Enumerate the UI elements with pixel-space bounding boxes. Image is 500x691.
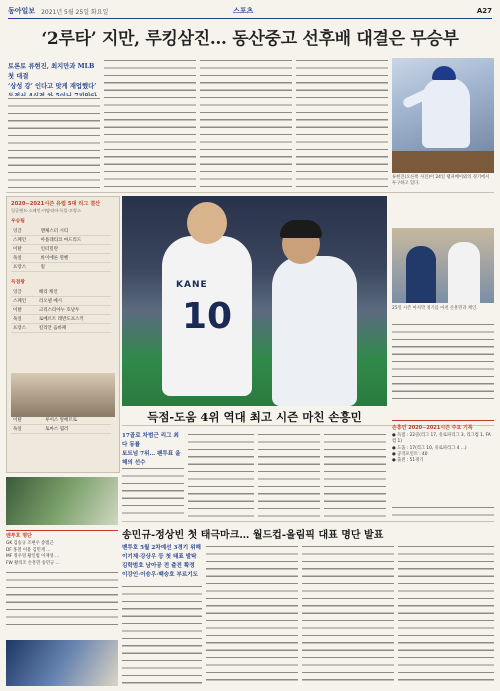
value-cell: 해리 케인: [37, 288, 111, 297]
league-cell: 이탈: [11, 416, 43, 425]
masthead-logo: 동아일보: [8, 7, 36, 15]
table-row: [11, 245, 111, 254]
article-column: [324, 432, 386, 518]
article-column: [258, 432, 320, 518]
value-cell: 킬리안 음바페: [37, 324, 111, 333]
main-photo: [122, 196, 387, 406]
deck-line: 김학범호 남아공 전 출전 확정: [122, 563, 195, 569]
squad-details: [6, 570, 118, 630]
table-row: [11, 324, 111, 333]
record-title: 손흥민 2020∼2021시즌 주요 기록: [392, 425, 473, 431]
player-son: [272, 256, 357, 406]
box-title: 2020∼2021시즌 유럽 5대 리그 결산: [11, 201, 101, 207]
pitcher-photo: [392, 58, 494, 173]
article-column: [122, 584, 202, 686]
side-photo: [392, 228, 494, 303]
jersey-name: KANE: [176, 280, 208, 290]
person-figure: [406, 246, 436, 303]
player-hair: [280, 220, 322, 238]
league-cell: 잉글: [11, 227, 39, 236]
player-cap: [432, 66, 456, 80]
table-row: [11, 254, 111, 263]
stats-table: [11, 288, 111, 333]
article-column: [200, 58, 292, 192]
divider: [122, 521, 494, 522]
value-cell: 아틀레티코 마드리드: [39, 236, 111, 245]
article-column: [398, 544, 494, 686]
player-photo: [6, 640, 118, 686]
league-cell: 독일: [11, 254, 39, 263]
mound-shape: [392, 151, 494, 173]
squad-line: GK 김승규 조현우 송범근: [6, 541, 54, 547]
value-cell: 로베르트 레반도프스키: [37, 315, 111, 324]
olympic-deck: [122, 544, 202, 580]
article-column: [296, 58, 388, 192]
photo-caption: 25일 시즌 마지막 경기를 마친 손흥민과 케인.: [392, 306, 478, 311]
league-cell: 독일: [11, 315, 37, 324]
deck-line: 17골로 차범근 리그 최다 동률: [122, 433, 179, 448]
box-subtitle: 잉글랜드·스페인·이탈리아·독일·프랑스: [11, 208, 82, 213]
masthead: [8, 4, 492, 19]
value-cell: 크리스티아누 호날두: [37, 306, 111, 315]
table-row: [11, 288, 111, 297]
squad-line: MF 정우영 황인범 이재성 ...: [6, 554, 60, 560]
record-line: ● 도움 : 17(리그 10, 유로파리그 4 ...): [392, 445, 467, 451]
value-cell: 리오넬 메시: [37, 297, 111, 306]
son-headline: 득점-도움 4위 역대 최고 시즌 마친 손흥민: [147, 410, 362, 424]
jersey-number: 10: [182, 296, 233, 337]
league-cell: 스페인: [11, 297, 37, 306]
son-record-box: [392, 420, 494, 501]
league-cell: 독일: [11, 425, 43, 434]
league-cell: 이탈: [11, 245, 39, 254]
value-cell: 인터밀란: [39, 245, 111, 254]
league-cell: 프랑스: [11, 263, 39, 272]
stats-table: [11, 227, 111, 272]
article-column: [8, 96, 100, 192]
value-cell: 바이에른 뮌헨: [39, 254, 111, 263]
deck-line: 이강인·이승우·백승호 부르기도: [122, 572, 199, 578]
squad-title: 벤투호 명단: [6, 533, 32, 539]
player-thumbnail: [11, 373, 115, 417]
caption-text: [392, 322, 494, 404]
record-line: ● 출전 : 51경기: [392, 458, 424, 464]
group-title: 우승팀: [11, 219, 25, 224]
squad-list-box: [6, 530, 118, 636]
article-column: [188, 432, 254, 518]
league-cell: 프랑스: [11, 324, 37, 333]
record-line: ● 득점 : 22골(리그 17, 유로파리그 3, 리그컵 1, FA컵 1): [392, 433, 491, 445]
article-column: [104, 58, 196, 192]
value-cell: 맨체스터 시티: [39, 227, 111, 236]
section-name: 스포츠: [233, 7, 254, 15]
table-row: [11, 315, 111, 324]
value-cell: 루이스 알베르토: [43, 416, 111, 425]
table-row: [11, 425, 111, 434]
deck-line: 이기제·강상우 등 첫 태표 발탁: [122, 554, 197, 560]
deck-line: 벤투호 5월 2차예선 3경기 위해: [122, 545, 201, 551]
league-cell: 잉글: [11, 288, 37, 297]
table-row: [11, 227, 111, 236]
value-cell: 릴: [39, 263, 111, 272]
league-cell: 이탈: [11, 306, 37, 315]
coach-photo: [6, 477, 118, 525]
player-head: [187, 202, 227, 244]
squad-line: FW 황의조 손흥민 송민규 ...: [6, 560, 60, 566]
table-row: [11, 306, 111, 315]
league-cell: 스페인: [11, 236, 39, 245]
record-note: [392, 505, 494, 519]
deck-line: ‘상성 강’ 인다고 맞게 재업했다’: [8, 83, 97, 90]
table-row: [11, 297, 111, 306]
squad-line: DF 홍철 이용 김민재 ...: [6, 547, 51, 553]
article-column: [206, 544, 298, 686]
main-headline: ‘2루타’ 지만, 루킹삼진… 동산중고 선후배 대결은 무승부: [41, 29, 459, 49]
table-row: [11, 236, 111, 245]
player-kane: [162, 236, 252, 396]
deck-line: 토트넘 7위… 팬투표 올해의 선수: [122, 451, 181, 466]
article-column: [122, 466, 184, 518]
photo-caption: 류현진(오른쪽 사진)이 24일 탬파베이와의 경기에서 투구하고 있다.: [392, 175, 490, 187]
value-cell: 토마스 뮐러: [43, 425, 111, 434]
record-line: ● 공격포인트 : 40: [392, 451, 428, 457]
page-number: A27: [476, 7, 492, 15]
group-title: 득점왕: [11, 280, 25, 285]
olympic-headline: 송민규-정상빈 첫 태극마크… 월드컵-올림픽 대표 명단 발표: [122, 530, 384, 541]
deck-line: 토론토 류현진, 최지만과 MLB 첫 대결: [8, 63, 95, 80]
divider: [6, 192, 494, 193]
table-row: [11, 263, 111, 272]
masthead-date: 2021년 5월 25일 화요일: [41, 8, 109, 16]
league-stats-box: [6, 196, 120, 473]
person-figure: [448, 242, 480, 303]
article-column: [302, 544, 394, 686]
